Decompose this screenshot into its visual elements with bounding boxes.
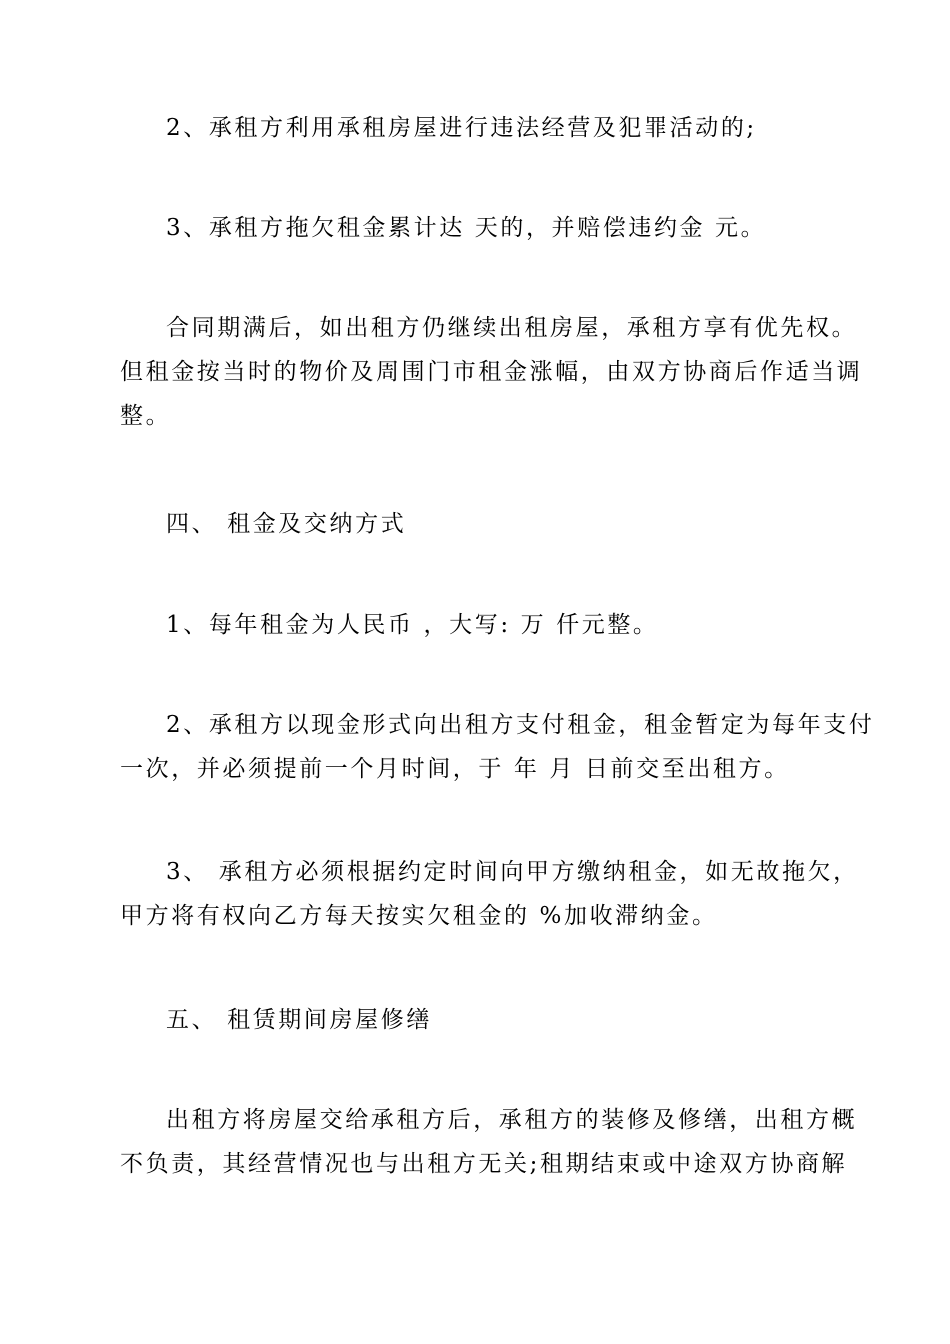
clause-2-payment-method: [120, 703, 875, 791]
text-line: 整。: [120, 403, 172, 429]
text-line: 2、承租方以现金形式向出租方支付租金，租金暂定为每年支付: [166, 712, 875, 738]
heading-text: 四、 租金及交纳方式: [166, 511, 407, 537]
section-heading-rent-payment: [120, 502, 835, 546]
text-line: 出租方将房屋交给承租方后，承租方的装修及修缮，出租方概: [166, 1107, 858, 1133]
clause-2-illegal-use: [120, 106, 835, 150]
text-line: 3、承租方拖欠租金累计达 天的，并赔偿违约金 元。: [166, 215, 767, 241]
text-line: 但租金按当时的物价及周围门市租金涨幅，由双方协商后作适当调: [120, 359, 863, 385]
text-line: 一次，并必须提前一个月时间，于 年 月 日前交至出租方。: [120, 756, 790, 782]
text-line: 不负责，其经营情况也与出租方无关;租期结束或中途双方协商解: [120, 1151, 848, 1177]
text-line: 合同期满后，如出租方仍继续出租房屋，承租方享有优先权。: [166, 315, 858, 341]
repairs-responsibility-paragraph: [120, 1098, 858, 1186]
clause-3-rent-arrears: [120, 206, 835, 250]
section-heading-repairs: [120, 998, 835, 1042]
heading-text: 五、 租赁期间房屋修缮: [166, 1007, 432, 1033]
text-line: 甲方将有权向乙方每天按实欠租金的 %加收滞纳金。: [120, 903, 718, 929]
text-line: 1、每年租金为人民币 ，大写: 万 仟元整。: [166, 612, 659, 638]
text-line: 2、承租方利用承租房屋进行违法经营及犯罪活动的;: [166, 115, 757, 141]
clause-1-annual-rent: [120, 603, 835, 647]
clause-3-late-fee: [120, 850, 859, 938]
text-line: 3、 承租方必须根据约定时间向甲方缴纳租金，如无故拖欠，: [166, 859, 859, 885]
renewal-priority-paragraph: [120, 306, 863, 438]
